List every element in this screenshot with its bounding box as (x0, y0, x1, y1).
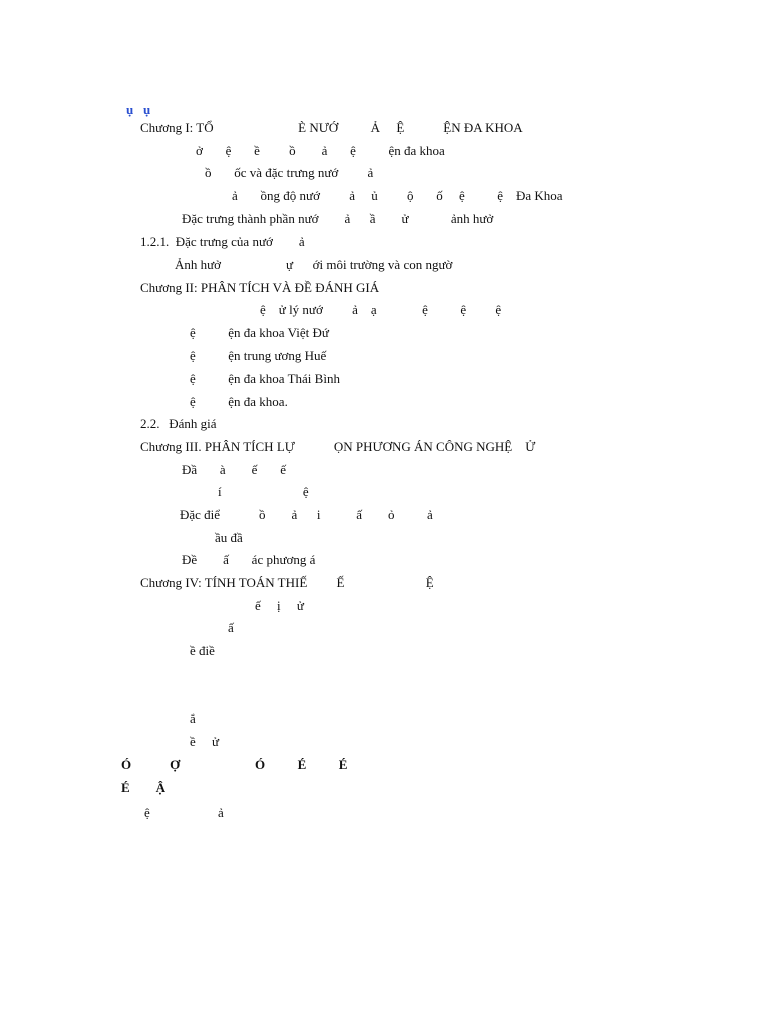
toc-line: Đầ à ế ế (182, 462, 286, 477)
toc-line: ệ ện đa khoa Việt Đứ (190, 325, 329, 340)
toc-line: Ó Ợ Ó É É (121, 757, 348, 772)
toc-line: ệ ện đa khoa. (190, 394, 288, 409)
toc-line: ồ ốc và đặc trưng nướ ả (205, 165, 374, 180)
toc-chapter-1: Chương I: TỔ È NƯỚ Ả Ệ ỆN ĐA KHOA (140, 120, 523, 135)
toc-line: ệ ử lý nướ ả ạ ệ ệ ệ (260, 302, 502, 317)
toc-chapter-2: Chương II: PHÂN TÍCH VÀ ĐỀ ĐÁNH GIÁ (140, 280, 380, 295)
toc-line: ề điề (190, 643, 215, 658)
toc-line: ế ị ử (255, 598, 304, 613)
toc-line: Đề ấ ác phương á (182, 552, 316, 567)
toc-line: Đặc trưng thành phần nướ ả ầ ử ảnh hưở (182, 211, 494, 226)
toc-line: ề ử (190, 734, 220, 749)
toc-line: ệ ện đa khoa Thái Bình (190, 371, 340, 386)
toc-heading: ụ ụ (126, 102, 151, 117)
toc-line: Ảnh hưở ự ới môi trường và con ngườ (175, 257, 453, 272)
toc-line: ắ (190, 711, 196, 726)
toc-line: ả ồng độ nướ ả ủ ộ ố ệ ệ Đa Khoa (232, 188, 563, 203)
toc-line: ệ ả (144, 805, 224, 820)
toc-line: É Ậ (121, 780, 166, 795)
toc-chapter-3: Chương III. PHÂN TÍCH LỰ ỌN PHƯƠNG ÁN CÔNG NGHỆ Ử (140, 439, 536, 454)
toc-line: ệ ện trung ương Huế (190, 348, 327, 363)
toc-line: ầu đầ (215, 530, 243, 545)
toc-line: 2.2. Đánh giá (140, 416, 217, 431)
toc-line: í ệ (218, 484, 309, 499)
toc-line: Đặc điể ồ ả i ấ ỏ ả (180, 507, 433, 522)
toc-line: ở ệ ề ồ ả ệ ện đa khoa (196, 143, 445, 158)
toc-line: ấ (228, 620, 234, 635)
toc-line: 1.2.1. Đặc trưng của nướ ả (140, 234, 305, 249)
toc-chapter-4: Chương IV: TÍNH TOÁN THIẾ Ế Ệ (140, 575, 434, 590)
